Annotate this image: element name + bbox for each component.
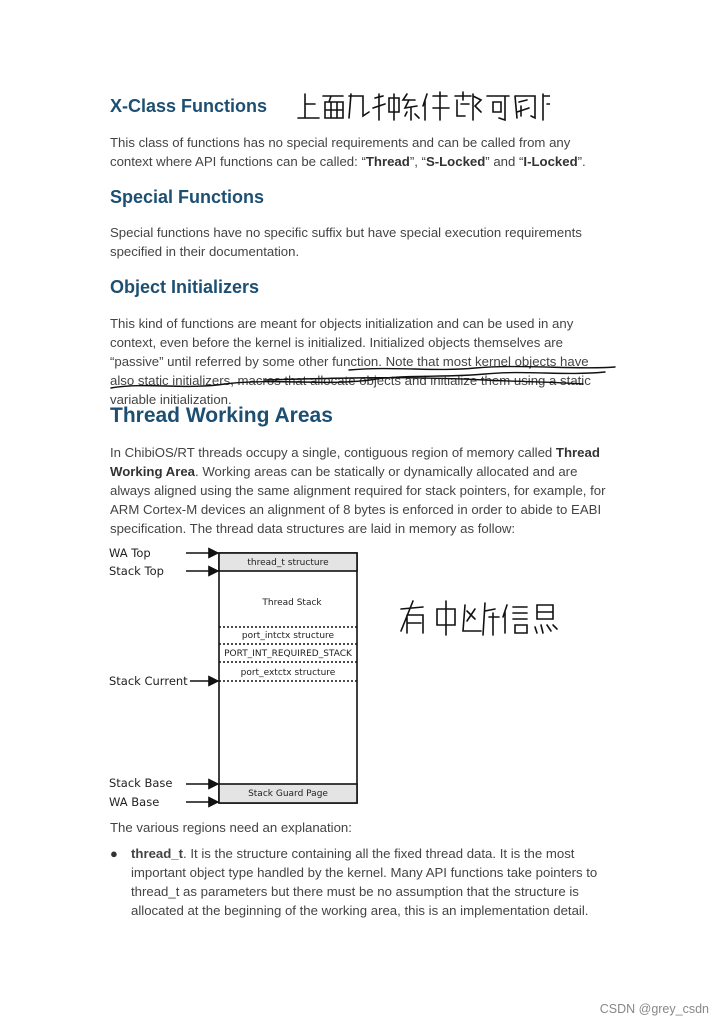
paragraph-regions-intro: The various regions need an explanation: bbox=[110, 820, 352, 835]
paragraph-xclass: This class of functions has no special requirements and can be called from any context where API functions can be called: “Thread”, “S-Locked” and “I-Locked”. bbox=[110, 135, 586, 169]
block-label: Thread Stack bbox=[262, 598, 322, 608]
pointer-label: Stack Base bbox=[109, 776, 173, 790]
paragraph-special: Special functions have no specific suffix but have special execution requirements specified in their documentation. bbox=[110, 225, 582, 259]
heading-special: Special Functions bbox=[110, 187, 265, 207]
watermark: CSDN @grey_csdn bbox=[599, 1002, 709, 1016]
pointer-label: WA Base bbox=[109, 795, 160, 808]
pointer-label: Stack Top bbox=[109, 564, 164, 578]
block-label: Stack Guard Page bbox=[248, 789, 328, 799]
heading-xclass: X-Class Functions bbox=[110, 96, 268, 116]
list-item-text: thread_t. It is the structure containing all the fixed thread data. It is the most important object type handled by the kernel. Many API functions take pointers to thread_t as parameters but there must be no assumption that the structure is allocated at the beginning of the working area, this is an implementation detail. bbox=[131, 846, 598, 918]
heading-initializers: Object Initializers bbox=[110, 277, 260, 297]
working-area-box bbox=[219, 553, 357, 803]
pointer-arrows bbox=[186, 553, 218, 802]
pointer-label: WA Top bbox=[109, 546, 151, 560]
pointer-label: Stack Current bbox=[109, 674, 188, 688]
block-label: PORT_INT_REQUIRED_STACK bbox=[224, 649, 352, 659]
handwritten-underline-icon bbox=[105, 360, 625, 394]
handwritten-note-icon bbox=[295, 86, 550, 126]
handwritten-note-icon bbox=[395, 597, 560, 639]
heading-working-areas: Thread Working Areas bbox=[110, 404, 333, 427]
bullet-dot-icon: ● bbox=[110, 846, 118, 861]
working-area-diagram bbox=[108, 543, 368, 808]
block-label: thread_t structure bbox=[247, 558, 329, 568]
block-label: port_extctx structure bbox=[240, 668, 336, 678]
paragraph-initializers: This kind of functions are meant for objects initialization and can be used in any context, even before the kernel is initialized. Initialized objects themselves are “passive” until referred by some other function. Note that most kernel objects have also static initializers, macros that allocate objects and initialize them using a static variable initialization. bbox=[110, 316, 591, 407]
block-label: port_intctx structure bbox=[241, 631, 335, 641]
paragraph-working-areas: In ChibiOS/RT threads occupy a single, contiguous region of memory called Thread Working Area. Working areas can be statically or dynamically allocated and are always aligned using the same alignment required for stack pointers, for example, for ARM Cortex-M devices an alignment of 8 bytes is enforced in order to abide to EABI specification. The thread data structures are laid in memory as follow: bbox=[110, 445, 606, 536]
